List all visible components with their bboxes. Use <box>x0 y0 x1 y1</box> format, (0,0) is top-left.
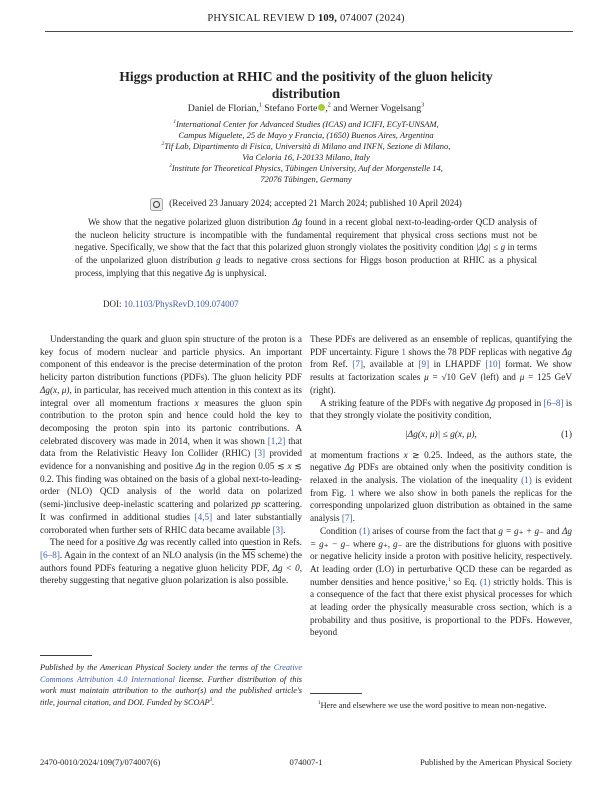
text-segment: , in particular, has received much attention in this context as its integral over all momentum fractions <box>40 384 302 408</box>
text-segment: are the distributions for gluons with positive or negative helicity inside a proton with positive helicity, respectively. At leading order (LO) in perturbative QCD these can be regarded as number densities and hence positive, <box>310 538 572 587</box>
paragraph <box>40 536 302 587</box>
text-segment: in the region 0.05 ≲ <box>205 461 288 472</box>
license-footnote <box>40 655 302 708</box>
text-segment: , available at <box>363 359 419 370</box>
text-segment: The need for a positive <box>50 537 138 548</box>
publisher-note: Published by the American Physical Society <box>419 757 572 767</box>
text-segment: in terms of the unpolarized gluon distribution <box>75 242 538 266</box>
citation-link[interactable]: [1,2] <box>267 435 286 446</box>
text-segment: that data from the Relativistic Heavy Ion Collider (RHIC) <box>40 435 303 459</box>
text-segment: in LHAPDF <box>429 359 486 370</box>
text-segment: scheme) the authors found PDFs featuring a negative gluon helicity PDF, <box>40 549 302 573</box>
text-segment: 3 <box>421 102 425 109</box>
crossmark-ring-icon <box>153 201 160 208</box>
citation-link[interactable]: [3] <box>254 448 266 459</box>
journal-header <box>0 13 612 24</box>
citation-link[interactable]: [6–8] <box>543 397 564 408</box>
page-number: 074007-1 <box>289 757 323 767</box>
header-rule <box>45 31 573 32</box>
text-segment: ≲ 0.2. This finding was obtained on the basis of a global next-to-leading-order (NLO) QCD analysis of the world data on polarized (semi-)inclusive deep-inelastic scattering and polarized <box>40 461 302 510</box>
citation-link[interactable]: [3] <box>272 524 284 535</box>
abstract <box>75 216 537 280</box>
text-segment: Δg <box>485 397 496 408</box>
text-segment: is that they strongly violate the positivity condition, <box>310 397 573 421</box>
text-segment: 3 <box>169 162 172 169</box>
paragraph <box>310 397 572 422</box>
text-segment: shows the 78 PDF replicas with negative <box>405 346 562 357</box>
text-segment: ≳ 0.25. Indeed, as the authors state, the negative <box>310 449 572 473</box>
text-segment: Published by the American Physical Society under the terms of the <box>40 663 274 672</box>
text-segment: 1 <box>173 119 176 126</box>
text-segment: Δg <box>292 217 303 227</box>
text-segment: Campus Miguelete, 25 de Mayo y Francia, (1650) Buenos Aires, Argentina <box>178 129 434 140</box>
crossmark-icon[interactable] <box>150 198 163 211</box>
citation-link[interactable]: (1) <box>359 525 370 536</box>
doi-line <box>103 299 239 309</box>
paragraph <box>310 449 572 525</box>
citation-link[interactable]: [7] <box>341 513 353 524</box>
page-footer <box>40 757 572 767</box>
text-segment: Δg <box>562 346 572 357</box>
text-segment: Here and elsewhere we use the word positive to mean non-negative. <box>320 701 547 710</box>
text-segment: and Werner Vogelsang <box>330 103 422 114</box>
left-column <box>40 333 302 587</box>
text-segment: and <box>543 525 562 536</box>
text-segment: These PDFs are delivered as an ensemble of replicas, quantifying the PDF uncertainty. Figure <box>310 334 572 357</box>
text-segment: 074007 (2024) <box>337 13 405 24</box>
text-segment: 3 <box>209 696 213 703</box>
footnote-rule <box>310 693 362 694</box>
text-segment: Understanding the quark and gluon spin structure of the proton is a key focus of modern nuclear and particle physics. An important component of this endeavor is the precise determination of the proton helicity parton distribution functions (PDFs). The gluon helicity PDF <box>40 334 302 383</box>
text-segment: We show that the negative polarized gluon distribution <box>88 217 293 227</box>
text-segment: where <box>350 538 379 549</box>
text-segment: Δg <box>195 461 206 472</box>
paragraph <box>310 333 572 397</box>
affiliation-line <box>0 152 612 163</box>
text-segment: = √10 GeV (left) and <box>428 372 520 383</box>
text-segment: , <box>325 103 328 114</box>
text-segment: 109, <box>317 13 338 24</box>
text-segment: g <box>216 255 221 266</box>
text-segment: and later substantially corroborated when further sets of RHIC data became available <box>40 511 302 535</box>
text-segment: Tif Lab, Dipartimento di Fisica, Università di Milano and INFN, Sezione di Milano, <box>164 140 451 151</box>
text-segment: 2 <box>327 102 331 109</box>
citation-link[interactable]: [4,5] <box>194 511 213 522</box>
text-segment: . <box>283 524 286 535</box>
footnote-1 <box>310 693 572 712</box>
affiliation-line <box>0 163 612 174</box>
citation-link[interactable]: [7] <box>352 359 364 370</box>
text-segment: proposed in <box>495 397 544 408</box>
text-segment: Δg < 0 <box>272 562 300 573</box>
text-segment: PDFs are obtained only when the positivity condition is relaxed in the analysis. The violation of the inequality <box>310 462 572 486</box>
text-segment: 72076 Tübingen, Germany <box>260 173 352 184</box>
citation-link[interactable]: [10] <box>485 359 501 370</box>
affiliation-line <box>0 141 612 152</box>
citation-link[interactable]: [6–8] <box>40 549 60 560</box>
text-segment: strictly holds. This is a consequence of the fact that there exist physical processes for which at leading order the physically measurable cross section, which is a probability and thus positive, is proportional to the PDFs. However, beyond <box>310 576 572 638</box>
text-segment: license. Further distribution of this work must maintain attribution to the author(s) and the published article's title, journal citation, and DOI. Funded by SCOAP <box>40 674 302 707</box>
text-segment: Via Celoria 16, I-20133 Milano, Italy <box>242 151 370 162</box>
text-segment: x <box>194 397 199 408</box>
citation-link[interactable]: 1 <box>349 487 355 498</box>
text-segment: , thereby suggesting that negative gluon polarization is also possible. <box>40 562 303 586</box>
text-segment: Δg <box>344 462 355 473</box>
text-segment: A striking feature of the PDFs with negative <box>320 397 486 408</box>
text-segment: Δg <box>204 267 215 278</box>
text-segment: Condition <box>320 525 360 536</box>
text-segment: μ <box>519 372 525 383</box>
affiliation-line <box>0 130 612 141</box>
issn-code: 2470-0010/2024/109(7)/074007(6) <box>40 757 161 767</box>
paragraph <box>40 333 302 536</box>
text-segment: Δg = g₊ − g₋ <box>310 525 572 549</box>
equation-body: |Δg(x, μ)| ≤ g(x, μ), <box>405 429 477 440</box>
text-segment: . <box>212 697 215 707</box>
text-segment: x <box>403 449 408 460</box>
text-segment: μ <box>424 372 429 383</box>
citation-link[interactable]: [9] <box>418 359 430 370</box>
citation-link[interactable]: Creative Commons Attribution 4.0 International <box>40 663 302 684</box>
text-segment: 2 <box>161 140 165 147</box>
footnote-rule <box>40 655 92 656</box>
text-segment: arises of course from the fact that <box>369 525 499 536</box>
text-segment: where we also show in both panels the replicas for the corresponding unpolarized gluon distribution as obtained in the same analysis <box>310 487 572 524</box>
text-segment: . Again in the context of an NLO analysis (in the <box>59 549 243 560</box>
received-text: (Received 23 January 2024; accepted 21 March 2024; published 10 April 2024) <box>169 198 462 208</box>
doi-link[interactable]: 10.1103/PhysRevD.109.074007 <box>123 299 239 309</box>
doi-label: DOI: <box>103 299 124 309</box>
text-segment: is unphysical. <box>214 267 267 278</box>
text-segment: Daniel de Florian, <box>187 103 259 114</box>
affiliation-line <box>0 174 612 185</box>
text-segment: was recently called into question in Refs. <box>147 537 302 548</box>
text-segment: Institute for Theoretical Physics, Tübingen University, Auf der Morgenstelle 14, <box>171 162 443 173</box>
text-segment: PHYSICAL REVIEW D <box>207 13 318 24</box>
text-segment: found in a recent global next-to-leading-order QCD analysis of the nucleon helicity structure is incompatible with the fundamental requirement that physical cross sections must not be negative. Specifically, we show that the fact that this polarized gluon strongly violates the positivity condition <box>75 217 537 253</box>
citation-link[interactable]: 1 <box>401 346 406 357</box>
citation-link[interactable]: (1) <box>479 576 491 587</box>
text-segment: x <box>287 461 292 472</box>
text-segment: $\overline{MS}$ <box>242 549 256 560</box>
text-segment: from Ref. <box>310 359 353 370</box>
text-segment: Δg(x, μ) <box>40 384 70 395</box>
text-segment: 1 <box>258 102 262 109</box>
text-segment: International Center for Advanced Studies (ICAS) and ICIFI, ECyT-UNSAM, <box>175 119 439 129</box>
text-segment: 1 <box>447 576 451 583</box>
text-segment: is evident from Fig. <box>310 475 572 498</box>
text-segment: |Δg| ≤ g <box>476 242 506 253</box>
affiliations <box>0 119 612 184</box>
text-segment: . <box>352 513 355 524</box>
right-column <box>310 333 572 639</box>
text-segment: 1 <box>318 700 321 707</box>
text-segment: measures the gluon spin contribution to the proton spin and hence could hold the key to decomposing the proton spin into its partonic contributions. A celebrated discovery was made in 2014, when it was shown <box>40 397 303 446</box>
citation-link[interactable]: (1) <box>521 475 532 486</box>
paragraph <box>310 525 572 639</box>
text-segment: leads to negative cross sections for Higgs boson production at RHIC as a physical process, implying that this negative <box>75 255 537 278</box>
license-footnote-text <box>40 663 302 707</box>
authors-line <box>0 103 612 114</box>
received-line <box>0 198 612 211</box>
text-segment: pp <box>251 499 261 510</box>
text-segment: so Eq. <box>450 576 480 587</box>
text-segment: provided evidence for a nonvanishing and positive <box>40 448 302 472</box>
equation-1 <box>310 429 572 442</box>
text-segment: at momentum fractions <box>310 449 404 460</box>
text-segment: g₊, g₋ <box>378 538 403 549</box>
affiliation-line <box>0 119 612 130</box>
text-segment: Stefano Forte <box>261 103 318 114</box>
equation-number: (1) <box>561 429 572 440</box>
text-segment: Δg <box>137 537 148 548</box>
page-title: Higgs production at RHIC and the positivity of the gluon helicity distribution <box>119 69 493 101</box>
text-segment: = 125 GeV (right). <box>310 372 572 395</box>
text-segment: g = g₊ + g₋ <box>498 525 544 536</box>
text-segment: scattering. It was confirmed in additional studies <box>40 499 302 522</box>
footnote-1-text <box>310 700 572 712</box>
text-segment: format. We show results at factorization scales <box>310 359 572 383</box>
